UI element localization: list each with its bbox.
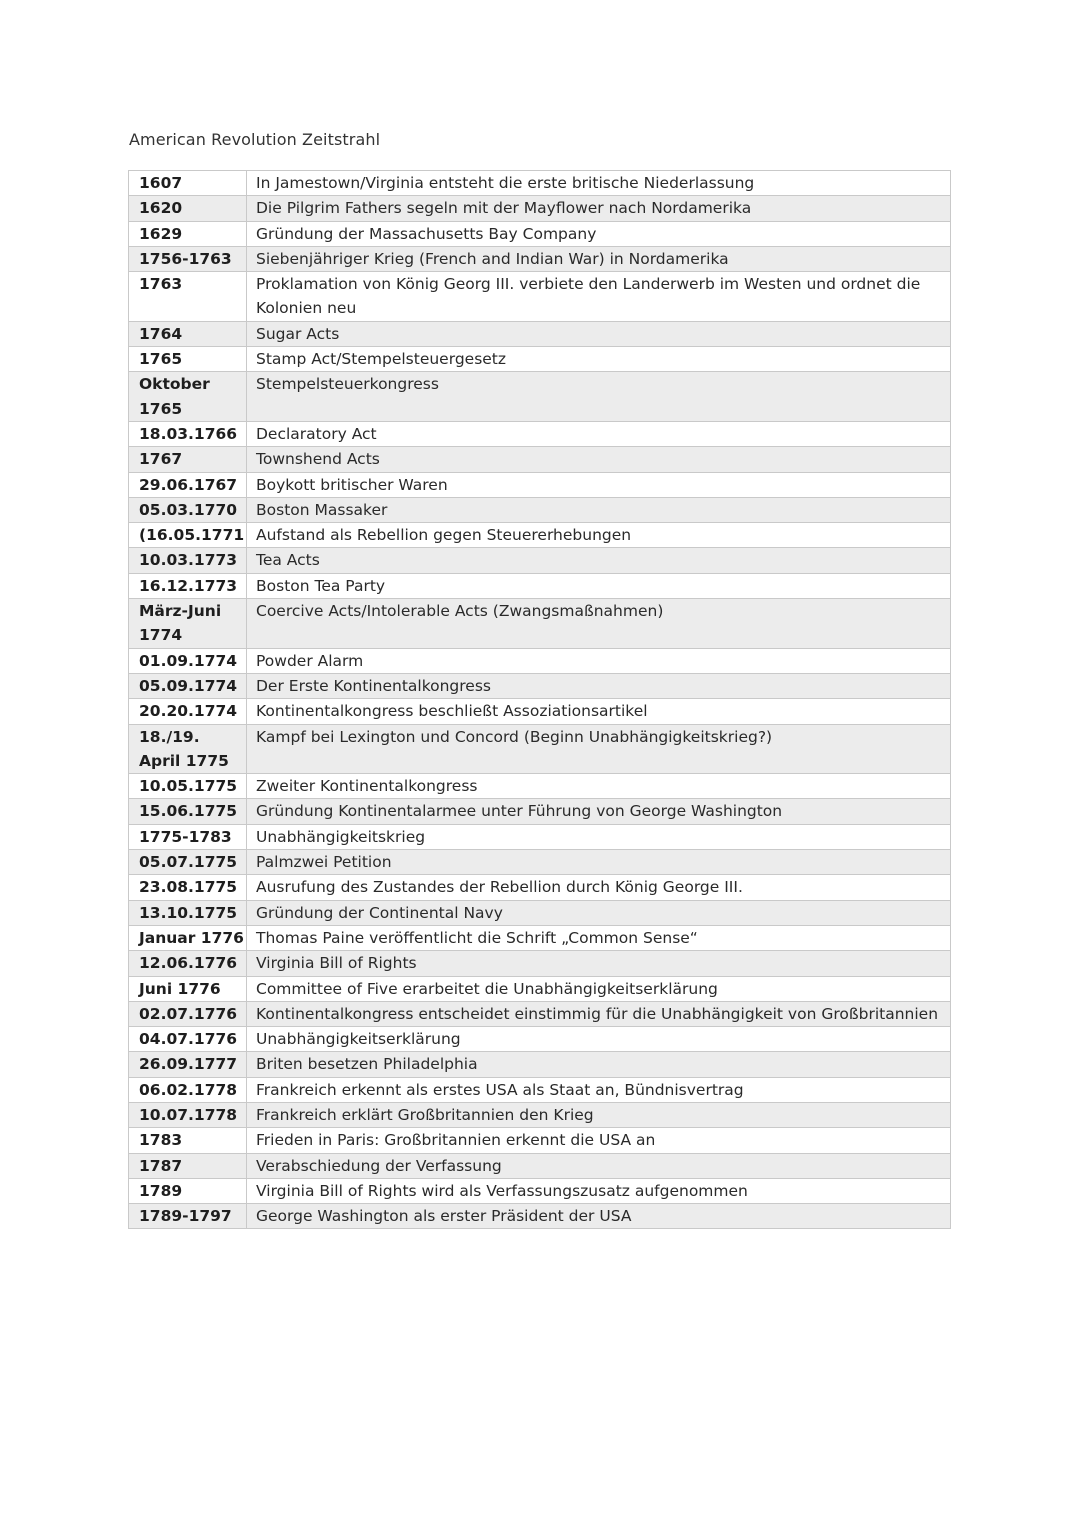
timeline-date: Oktober 1765 — [129, 372, 247, 422]
timeline-date: 1756-1763 — [129, 246, 247, 271]
timeline-row — [129, 221, 951, 246]
timeline-event: Coercive Acts/Intolerable Acts (Zwangsmaßnahmen) — [247, 599, 951, 649]
timeline-row — [129, 196, 951, 221]
timeline-event: Kontinentalkongress entscheidet einstimmig für die Unabhängigkeit von Großbritannien — [247, 1001, 951, 1026]
timeline-event: Briten besetzen Philadelphia — [247, 1052, 951, 1077]
timeline-event: Stamp Act/Stempelsteuergesetz — [247, 347, 951, 372]
timeline-row — [129, 421, 951, 446]
timeline-row — [129, 699, 951, 724]
timeline-row — [129, 1077, 951, 1102]
timeline-date: 1787 — [129, 1153, 247, 1178]
timeline-event: Unabhängigkeitserklärung — [247, 1027, 951, 1052]
timeline-row — [129, 799, 951, 824]
timeline-date: (16.05.1771 — [129, 523, 247, 548]
timeline-event: Palmzwei Petition — [247, 850, 951, 875]
timeline-row — [129, 774, 951, 799]
timeline-row — [129, 875, 951, 900]
timeline-row — [129, 673, 951, 698]
timeline-event: Thomas Paine veröffentlicht die Schrift „Common Sense“ — [247, 925, 951, 950]
timeline-event: Unabhängigkeitskrieg — [247, 824, 951, 849]
timeline-row — [129, 573, 951, 598]
timeline-event: Der Erste Kontinentalkongress — [247, 673, 951, 698]
timeline-event: Virginia Bill of Rights — [247, 951, 951, 976]
timeline-row — [129, 1204, 951, 1229]
timeline-table — [128, 170, 951, 1229]
timeline-date: 1764 — [129, 321, 247, 346]
timeline-row — [129, 599, 951, 649]
timeline-date: März-Juni 1774 — [129, 599, 247, 649]
timeline-row — [129, 724, 951, 774]
timeline-event: Ausrufung des Zustandes der Rebellion durch König George III. — [247, 875, 951, 900]
timeline-row — [129, 272, 951, 322]
timeline-event: Zweiter Kontinentalkongress — [247, 774, 951, 799]
timeline-date: 1767 — [129, 447, 247, 472]
timeline-date: 20.20.1774 — [129, 699, 247, 724]
page-title: American Revolution Zeitstrahl — [129, 130, 381, 149]
timeline-event: Aufstand als Rebellion gegen Steuererhebungen — [247, 523, 951, 548]
timeline-row — [129, 523, 951, 548]
timeline-row — [129, 372, 951, 422]
timeline-row — [129, 497, 951, 522]
timeline-date: 1620 — [129, 196, 247, 221]
timeline-row — [129, 1052, 951, 1077]
timeline-event: Gründung Kontinentalarmee unter Führung von George Washington — [247, 799, 951, 824]
timeline-row — [129, 850, 951, 875]
timeline-event: Verabschiedung der Verfassung — [247, 1153, 951, 1178]
timeline-event: Frankreich erkennt als erstes USA als Staat an, Bündnisvertrag — [247, 1077, 951, 1102]
timeline-row — [129, 1128, 951, 1153]
timeline-body — [129, 171, 951, 1229]
timeline-event: Proklamation von König Georg III. verbiete den Landerwerb im Westen und ordnet die Kolonien neu — [247, 272, 951, 322]
timeline-date: 13.10.1775 — [129, 900, 247, 925]
timeline-date: 1789-1797 — [129, 1204, 247, 1229]
timeline-row — [129, 548, 951, 573]
timeline-row — [129, 171, 951, 196]
timeline-date: Januar 1776 — [129, 925, 247, 950]
timeline-date: 18.03.1766 — [129, 421, 247, 446]
timeline-date: 05.09.1774 — [129, 673, 247, 698]
timeline-event: Stempelsteuerkongress — [247, 372, 951, 422]
timeline-date: 16.12.1773 — [129, 573, 247, 598]
timeline-event: George Washington als erster Präsident der USA — [247, 1204, 951, 1229]
timeline-row — [129, 648, 951, 673]
timeline-event: Frieden in Paris: Großbritannien erkennt die USA an — [247, 1128, 951, 1153]
timeline-event: Frankreich erklärt Großbritannien den Krieg — [247, 1102, 951, 1127]
timeline-row — [129, 246, 951, 271]
timeline-date: 04.07.1776 — [129, 1027, 247, 1052]
timeline-event: Tea Acts — [247, 548, 951, 573]
timeline-event: Kontinentalkongress beschließt Assoziationsartikel — [247, 699, 951, 724]
timeline-event: Committee of Five erarbeitet die Unabhängigkeitserklärung — [247, 976, 951, 1001]
timeline-event: In Jamestown/Virginia entsteht die erste britische Niederlassung — [247, 171, 951, 196]
timeline-date: 15.06.1775 — [129, 799, 247, 824]
timeline-row — [129, 900, 951, 925]
timeline-event: Powder Alarm — [247, 648, 951, 673]
timeline-event: Virginia Bill of Rights wird als Verfassungszusatz aufgenommen — [247, 1178, 951, 1203]
timeline-event: Die Pilgrim Fathers segeln mit der Mayflower nach Nordamerika — [247, 196, 951, 221]
timeline-row — [129, 1102, 951, 1127]
timeline-date: 23.08.1775 — [129, 875, 247, 900]
timeline-row — [129, 925, 951, 950]
timeline-event: Gründung der Massachusetts Bay Company — [247, 221, 951, 246]
timeline-event: Sugar Acts — [247, 321, 951, 346]
timeline-date: 1607 — [129, 171, 247, 196]
timeline-row — [129, 951, 951, 976]
timeline-date: 10.05.1775 — [129, 774, 247, 799]
timeline-event: Boston Tea Party — [247, 573, 951, 598]
timeline-event: Boykott britischer Waren — [247, 472, 951, 497]
timeline-date: 10.03.1773 — [129, 548, 247, 573]
timeline-date: 01.09.1774 — [129, 648, 247, 673]
timeline-row — [129, 347, 951, 372]
timeline-date: 1765 — [129, 347, 247, 372]
timeline-date: 1629 — [129, 221, 247, 246]
timeline-date: 1789 — [129, 1178, 247, 1203]
timeline-row — [129, 1153, 951, 1178]
timeline-event: Declaratory Act — [247, 421, 951, 446]
timeline-date: 26.09.1777 — [129, 1052, 247, 1077]
timeline-date: Juni 1776 — [129, 976, 247, 1001]
timeline-row — [129, 1001, 951, 1026]
timeline-date: 06.02.1778 — [129, 1077, 247, 1102]
timeline-date: 02.07.1776 — [129, 1001, 247, 1026]
timeline-date: 05.03.1770 — [129, 497, 247, 522]
timeline-date: 10.07.1778 — [129, 1102, 247, 1127]
timeline-date: 29.06.1767 — [129, 472, 247, 497]
timeline-row — [129, 447, 951, 472]
timeline-event: Gründung der Continental Navy — [247, 900, 951, 925]
timeline-row — [129, 1027, 951, 1052]
timeline-date: 12.06.1776 — [129, 951, 247, 976]
timeline-row — [129, 824, 951, 849]
timeline-event: Siebenjähriger Krieg (French and Indian War) in Nordamerika — [247, 246, 951, 271]
timeline-date: 1783 — [129, 1128, 247, 1153]
timeline-date: 05.07.1775 — [129, 850, 247, 875]
timeline-row — [129, 321, 951, 346]
timeline-row — [129, 1178, 951, 1203]
timeline-event: Kampf bei Lexington und Concord (Beginn Unabhängigkeitskrieg?) — [247, 724, 951, 774]
timeline-row — [129, 472, 951, 497]
timeline-event: Townshend Acts — [247, 447, 951, 472]
timeline-date: 18./19. April 1775 — [129, 724, 247, 774]
timeline-date: 1763 — [129, 272, 247, 322]
timeline-row — [129, 976, 951, 1001]
timeline-event: Boston Massaker — [247, 497, 951, 522]
timeline-date: 1775-1783 — [129, 824, 247, 849]
